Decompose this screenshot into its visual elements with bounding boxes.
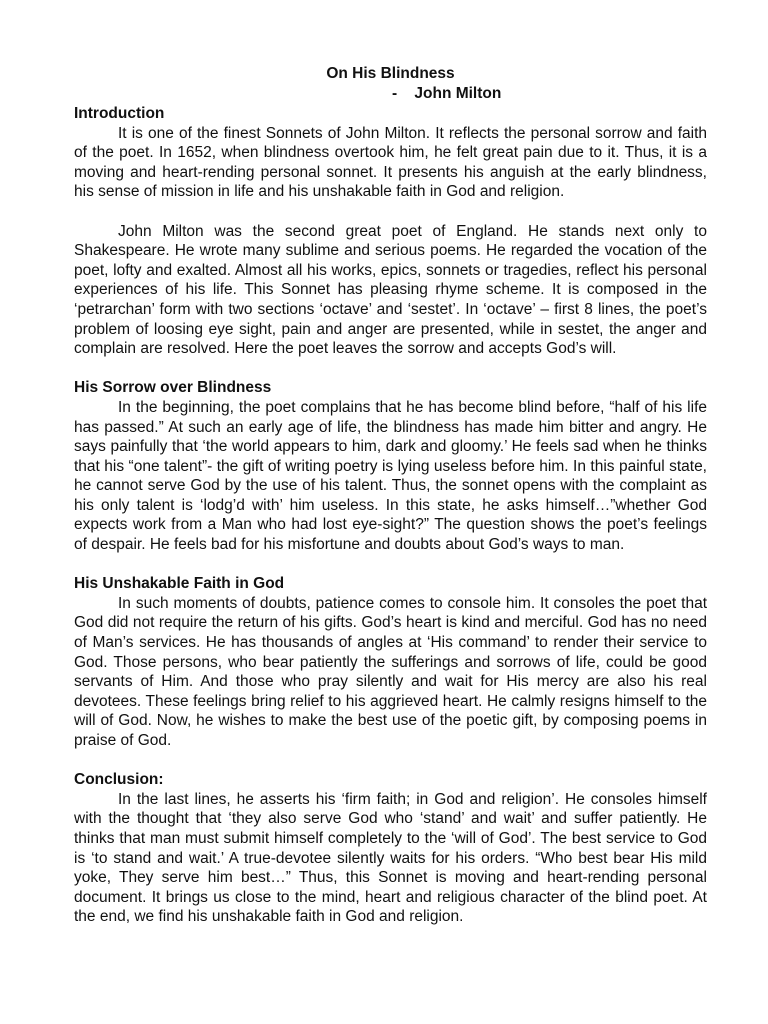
section-gap xyxy=(74,751,707,771)
introduction-paragraph-1: It is one of the finest Sonnets of John Milton. It reflects the personal sorrow and faith of the poet. In 1652, when blindness overtook him, he felt great pain due to it. Thus, it is a moving and heart-rending personal sonnet. It presents his anguish at the early blindness, his sense of mission in life and his unshakable faith in God and religion. xyxy=(74,124,707,201)
section-heading-introduction: Introduction xyxy=(74,105,165,122)
section-gap xyxy=(74,359,707,379)
sorrow-paragraph: In the beginning, the poet complains that he has become blind before, “half of his life has passed.” At such an early age of life, the blindness has made him bitter and angry. He says painfully that ‘the world appears to him, dark and gloomy.’ He feels sad when he thinks that his “one talent”- the gift of writing poetry is lying useless before him. In this painful state, he cannot serve God by the use of his talent. Thus, the sonnet opens with the complaint as his only talent is ‘lodg’d with’ him useless. In this state, he asks himself…”whether God expects work from a Man who had lost eye-sight?” The question shows the poet’s feelings of despair. He feels bad for his misfortune and doubts about God’s ways to man. xyxy=(74,398,707,554)
section-gap xyxy=(74,555,707,575)
faith-paragraph: In such moments of doubts, patience comes to console him. It consoles the poet that God did not require the return of his gifts. God’s heart is kind and merciful. God has no need of Man’s services. He has thousands of angles at ‘His command’ to render their service to God. Those persons, who bear patiently the sufferings and sorrows of life, could be good servants of Him. And those who pray silently and wait for His mercy are also his real devotees. These feelings bring relief to his aggrieved heart. He calmly resigns himself to the will of God. Now, he wishes to make the best use of the poetic gift, by composing poems in praise of God. xyxy=(74,594,707,749)
conclusion-paragraph: In the last lines, he asserts his ‘firm faith; in God and religion’. He consoles himself with the thought that ‘they also serve God who ‘stand’ and wait’ and suffer patiently. He thinks that man must submit himself completely to the ‘will of God’. The best service to God is ‘to stand and wait.’ A true-devotee silently waits for his orders. “Who best bear His mild yoke, They serve him best…” Thus, this Sonnet is moving and heart-rending personal document. It brings us close to the mind, heart and religious character of the blind poet. At the end, we find his unshakable faith in God and religion. xyxy=(74,790,707,926)
section-heading-faith: His Unshakable Faith in God xyxy=(74,575,285,593)
introduction-paragraph-2: John Milton was the second great poet of England. He stands next only to Shakespeare. He wrote many sublime and serious poems. He regarded the vocation of the poet, lofty and exalted. Almost all his works, epics, sonnets or tragedies, reflect his personal experiences of his life. This Sonnet has pleasing rhyme scheme. It is composed in the ‘petrarchan’ form with two sections ‘octave’ and ‘sestet’. In ‘octave’ – first 8 lines, the poet’s problem of loosing eye sight, pain and anger are presented, while in sestet, the anger and complain are resolved. Here the poet leaves the sorrow and accepts God’s will. xyxy=(74,222,707,358)
paragraph-gap xyxy=(74,202,707,222)
document-title: On His Blindness xyxy=(326,65,455,82)
section-heading-sorrow: His Sorrow over Blindness xyxy=(74,379,272,397)
document-page xyxy=(74,64,707,927)
section-heading-conclusion: Conclusion: xyxy=(74,771,164,789)
document-author: - John Milton xyxy=(392,85,502,102)
